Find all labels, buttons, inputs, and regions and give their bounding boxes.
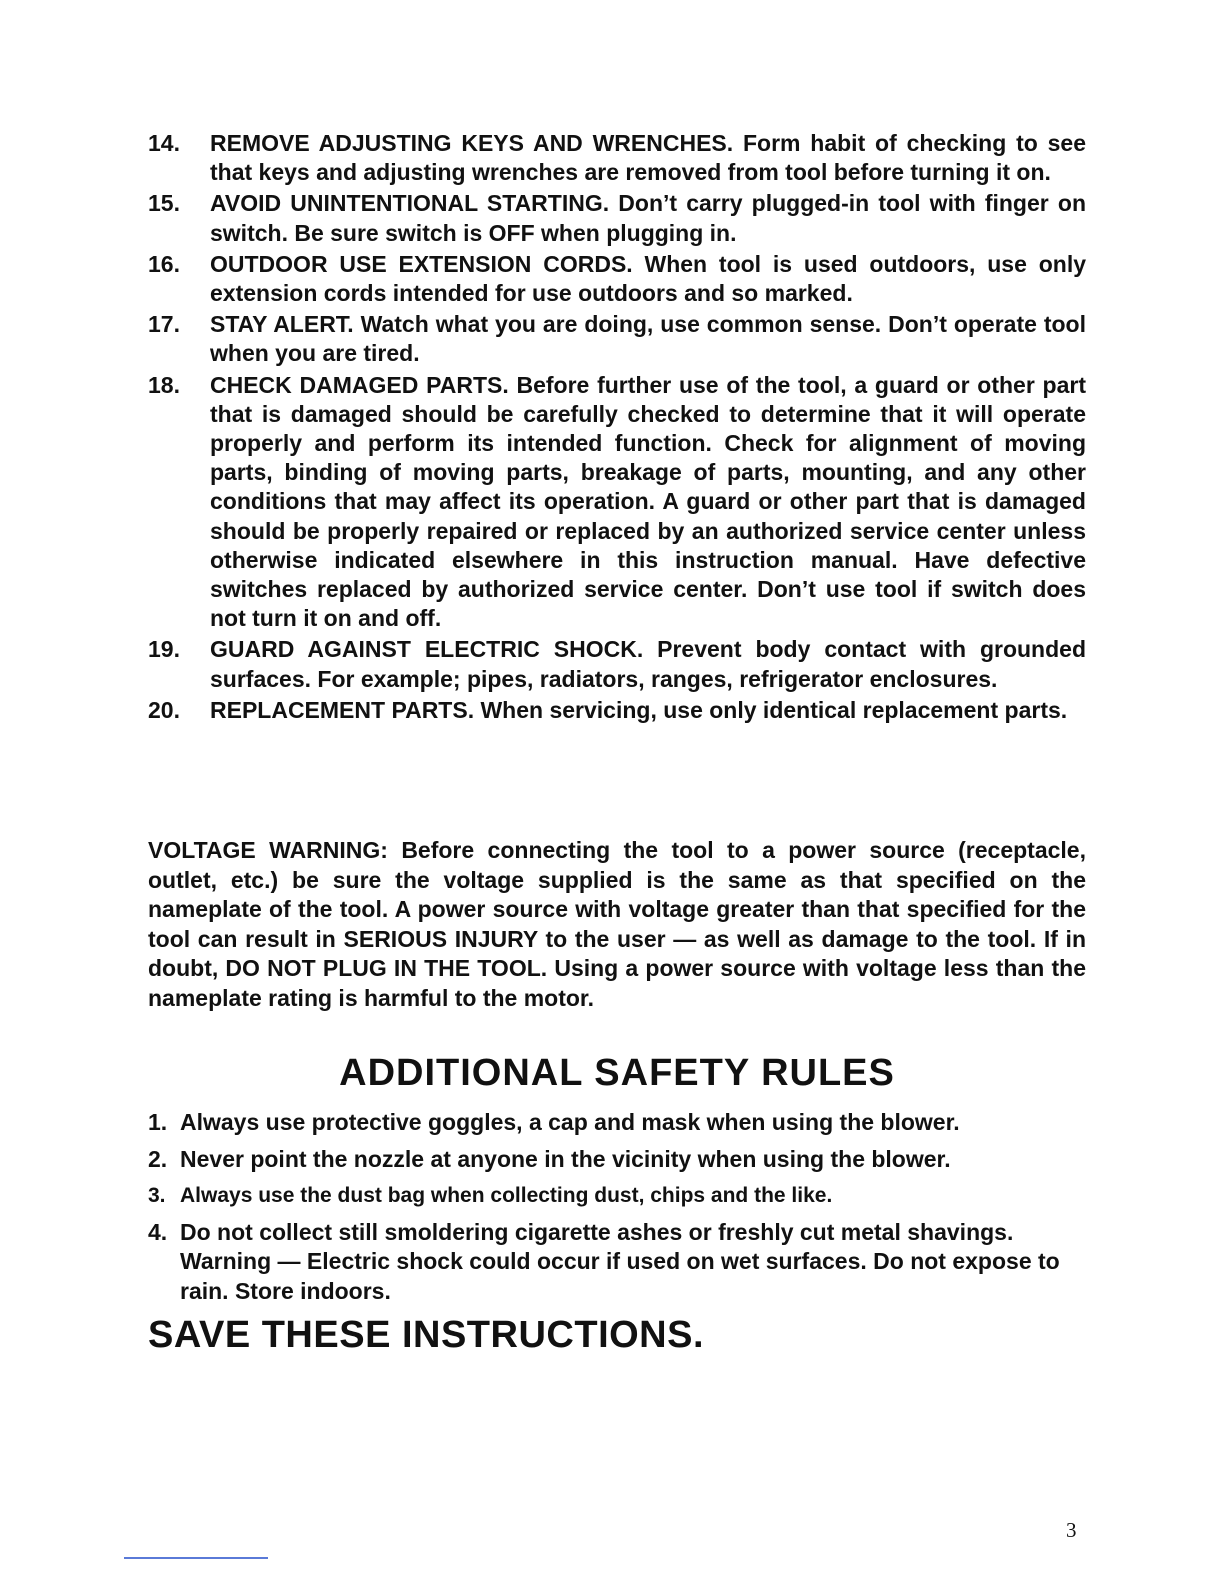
- additional-rule-number: 4.: [148, 1218, 168, 1245]
- additional-rule-text: Always use the dust bag when collecting dust, chips and the like.: [180, 1184, 833, 1207]
- additional-rules-list: [148, 1108, 1086, 1313]
- additional-rule-item: [148, 1108, 1086, 1138]
- additional-rule-item: [148, 1181, 1086, 1211]
- footer-divider: [124, 1557, 268, 1559]
- additional-rule-number: 1.: [148, 1109, 168, 1135]
- rule-number: 18.: [148, 371, 180, 398]
- rule-number: 17.: [148, 311, 180, 338]
- rule-text: REPLACEMENT PARTS. When servicing, use only identical replacement parts.: [210, 696, 1068, 723]
- rule-number: 15.: [148, 190, 180, 217]
- rule-number: 16.: [148, 250, 180, 277]
- rule-item: [148, 189, 1086, 247]
- page-number: 3: [1066, 1518, 1077, 1542]
- rule-number: 20.: [148, 696, 180, 723]
- rule-item: [148, 635, 1086, 693]
- rule-item: [148, 129, 1086, 187]
- additional-rule-item: [148, 1218, 1086, 1307]
- additional-rule-text: Do not collect still smoldering cigarette ashes or freshly cut metal shavings. Warning — Electric shock could occur if used on wet surfaces. Do not expose to rain. Store indoors.: [180, 1218, 1060, 1304]
- rule-number: 19.: [148, 636, 180, 663]
- save-instructions-heading: SAVE THESE INSTRUCTIONS.: [148, 1314, 705, 1356]
- additional-safety-rules-heading: ADDITIONAL SAFETY RULES: [339, 1052, 895, 1094]
- rule-text: OUTDOOR USE EXTENSION CORDS. When tool is used outdoors, use only extension cords intended for use outdoors and so marked.: [210, 250, 1086, 307]
- rule-item: [148, 371, 1086, 634]
- rule-text: CHECK DAMAGED PARTS. Before further use of the tool, a guard or other part that is damaged should be carefully checked to determine that it will operate properly and perform its intended function. Check for alignment of moving parts, binding of moving parts, breakage of parts, mounting, and any other conditions that may affect its operation. A guard or other part that is damaged should be properly repaired or replaced by an authorized service center unless otherwise indicated elsewhere in this instruction manual. Have defective switches replaced by authorized service center. Don’t use tool if switch does not turn it on and off.: [210, 371, 1086, 632]
- rule-item: [148, 310, 1086, 368]
- rule-text: AVOID UNINTENTIONAL STARTING. Don’t carry plugged-in tool with finger on switch. Be sure switch is OFF when plugging in.: [210, 190, 1086, 246]
- additional-rule-text: Always use protective goggles, a cap and mask when using the blower.: [180, 1109, 960, 1135]
- additional-rule-item: [148, 1145, 1086, 1175]
- safety-rules-list: [148, 129, 1086, 727]
- rule-text: REMOVE ADJUSTING KEYS AND WRENCHES. Form habit of checking to see that keys and adjusting wrenches are removed from tool before turning it on.: [210, 130, 1086, 186]
- rule-item: [148, 696, 1086, 725]
- rule-text: GUARD AGAINST ELECTRIC SHOCK. Prevent body contact with grounded surfaces. For example; pipes, radiators, ranges, refrigerator enclosures.: [210, 636, 1086, 692]
- rule-item: [148, 250, 1086, 308]
- additional-rule-number: 2.: [148, 1145, 168, 1172]
- rule-text: STAY ALERT. Watch what you are doing, use common sense. Don’t operate tool when you are tired.: [210, 311, 1086, 367]
- rule-number: 14.: [148, 130, 180, 156]
- additional-rule-text: Never point the nozzle at anyone in the vicinity when using the blower.: [180, 1145, 951, 1172]
- voltage-warning: VOLTAGE WARNING: Before connecting the tool to a power source (receptacle, outlet, etc.) be sure the voltage supplied is the same as that specified on the nameplate of the tool. A power source with voltage greater than that specified for the tool can result in SERIOUS INJURY to the user — as well as damage to the tool. If in doubt, DO NOT PLUG IN THE TOOL. Using a power source with voltage less than the nameplate rating is harmful to the motor.: [148, 837, 1086, 1011]
- additional-rule-number: 3.: [148, 1184, 166, 1207]
